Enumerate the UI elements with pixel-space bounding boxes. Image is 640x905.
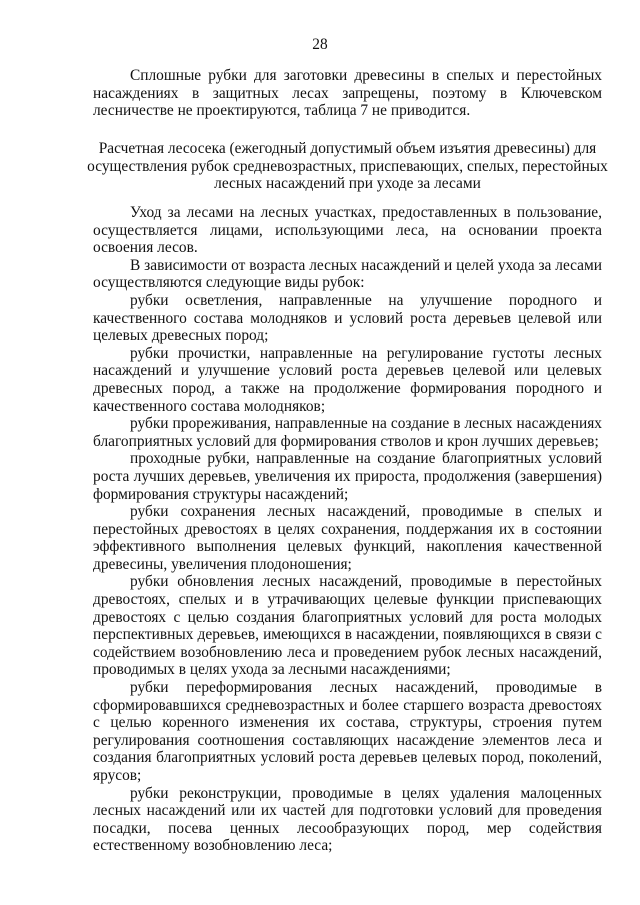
- intro-paragraph: Сплошные рубки для заготовки древесины в спелых и перестойных насаждениях в защитных лесах запрещены, поэтому в Ключевском лесничестве не проектируются, таблица 7 не приводится.: [93, 67, 602, 120]
- list-item-preservation-felling: рубки сохранения лесных насаждений, проводимые в спелых и перестойных древостоях в целях сохранения, поддержания их в состоянии эффективного выполнения целевых функций, накопления качественной древесины, увеличения плодоношения;: [93, 503, 602, 573]
- list-item-renewal-felling: рубки обновления лесных насаждений, проводимые в перестойных древостоях, спелых и в утрачивающих целевые функции приспевающих древостоях с целью создания благоприятных условий для роста молодых перспективных деревьев, имеющихся в насаждении, появляющихся в связи с содействием возобновлению леса и проведением рубок лесных насаждений, проводимых в целях ухода за лесными насаждениями;: [93, 573, 602, 679]
- list-item-passage-felling: проходные рубки, направленные на создание благоприятных условий роста лучших деревьев, увеличения их прироста, продолжения (завершения) формирования структуры насаждений;: [93, 450, 602, 503]
- section-title: Расчетная лесосека (ежегодный допустимый объем изъятия древесины) для осуществления рубок средневозрастных, приспевающих, спелых, перестойных лесных насаждений при уходе за лесами: [87, 140, 608, 193]
- list-item-cleaning-felling: рубки прочистки, направленные на регулирование густоты лесных насаждений и улучшение условий роста деревьев целевой или целевых древесных пород, а также на продолжение формирования породного и качественного состава молодняков;: [93, 344, 602, 415]
- list-item-thinning-felling: рубки прореживания, направленные на создание в лесных насаждениях благоприятных условий для формирования стволов и крон лучших деревьев;: [93, 415, 602, 450]
- page-number: 28: [312, 36, 328, 53]
- list-item-reformation-felling: рубки переформирования лесных насаждений, проводимые в сформировавшихся средневозрастных и более старшего возраста древостоях с целью коренного изменения их состава, структуры, строения путем регулирования соотношения составляющих насаждение элементов леса и создания благоприятных условий роста деревьев целевых пород, поколений, ярусов;: [93, 679, 602, 784]
- paragraph-felling-types-intro: В зависимости от возраста лесных насаждений и целей ухода за лесами осуществляются следующие виды рубок:: [93, 256, 602, 292]
- main-text: [93, 204, 602, 855]
- paragraph-forest-care: Уход за лесами на лесных участках, предоставленных в пользование, осуществляется лицами, использующими леса, на основании проекта освоения лесов.: [93, 204, 602, 257]
- list-item-reconstruction-felling: рубки реконструкции, проводимые в целях удаления малоценных лесных насаждений или их частей для подготовки условий для проведения посадки, посева ценных лесообразующих пород, мер содействия естественному возобновлению леса;: [93, 784, 602, 855]
- list-item-clarification-felling: рубки осветления, направленные на улучшение породного и качественного состава молодняков и условий роста деревьев целевой или целевых древесных пород;: [93, 291, 602, 345]
